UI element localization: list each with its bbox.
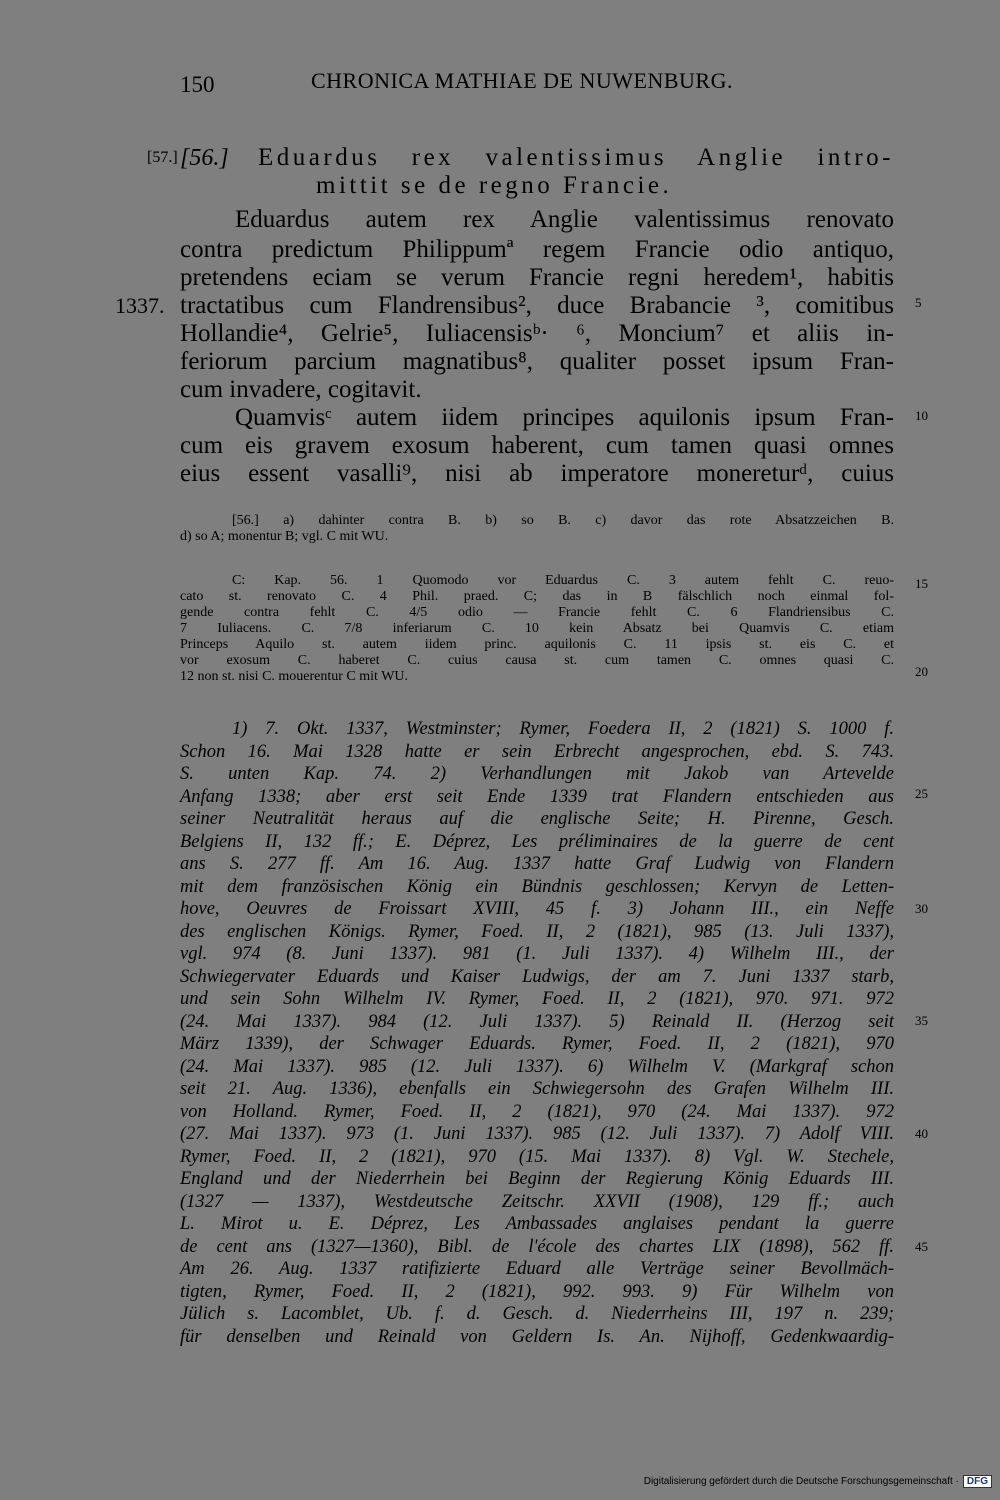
apparatus-c-line: C: Kap. 56. 1 Quomodo vor Eduardus C. 3 autem fehlt C. reuo- <box>232 573 894 588</box>
footnote-line: für denselben und Reinald von Geldern Is. An. Nijhoff, Gedenkwaardig- <box>180 1327 894 1347</box>
apparatus-c-line: 12 non st. nisi C. mouerentur C mit WU. <box>180 669 409 684</box>
footnote-line: tigten, Rymer, Foed. II, 2 (1821), 992. 993. 9) Für Wilhelm von <box>180 1282 894 1302</box>
footnote-line: de cent ans (1327—1360), Bibl. de l'école des chartes LIX (1898), 562 ff. <box>180 1237 894 1257</box>
line-number: 40 <box>915 1126 928 1141</box>
main-text-line: Hollandie⁴, Gelrie⁵, Iuliacensisᵇ· ⁶, Moncium⁷ et aliis in- <box>180 320 894 347</box>
main-text-line: eius essent vasalli⁹, nisi ab imperatore monereturᵈ, cuius <box>180 460 894 487</box>
line-number: 30 <box>915 901 928 916</box>
margin-chapter-ref: [57.] <box>147 149 178 166</box>
apparatus-c-line: Princeps Aquilo st. autem iidem princ. aquilonis C. 11 ipsis st. eis C. et <box>180 637 894 652</box>
footnote-line: Anfang 1338; aber erst seit Ende 1339 trat Flandern entschieden aus <box>180 787 894 807</box>
footnote-line: Rymer, Foed. II, 2 (1821), 970 (15. Mai 1337). 8) Vgl. W. Stechele, <box>180 1147 894 1167</box>
apparatus-line: d) so A; monentur B; vgl. C mit WU. <box>180 529 389 544</box>
footnote-line: S. unten Kap. 74. 2) Verhandlungen mit Jakob van Artevelde <box>180 764 894 784</box>
main-text-line: Eduardus autem rex Anglie valentissimus renovato <box>235 206 894 233</box>
main-text-line: pretendens eciam se verum Francie regni heredem¹, habitis <box>180 264 894 291</box>
main-text-line: cum eis gravem exosum haberent, cum tamen quasi omnes <box>180 432 894 459</box>
page-number: 150 <box>180 72 215 97</box>
footnote-line: und sein Sohn Wilhelm IV. Rymer, Foed. II, 2 (1821), 970. 971. 972 <box>180 989 894 1009</box>
line-number: 5 <box>915 295 922 310</box>
footnote-line: Belgiens II, 132 ff.; E. Déprez, Les préliminaires de la guerre de cent <box>180 832 894 852</box>
main-text-line: contra predictum Philippumª regem Francie odio antiquo, <box>180 236 894 263</box>
footnote-line: (1327 — 1337), Westdeutsche Zeitschr. XXVII (1908), 129 ff.; auch <box>180 1192 894 1212</box>
running-title: CHRONICA MATHIAE DE NUWENBURG. <box>311 68 733 93</box>
footnote-line: ans S. 277 ff. Am 16. Aug. 1337 hatte Graf Ludwig von Flandern <box>180 854 894 874</box>
apparatus-c-line: cato st. renovato C. 4 Phil. praed. C; das in B fälschlich noch einmal fol- <box>180 589 894 604</box>
main-text-line: tractatibus cum Flandrensibus², duce Brabancie ³, comitibus <box>180 292 894 319</box>
footnote-line: des englischen Königs. Rymer, Foed. II, 2 (1821), 985 (13. Juli 1337), <box>180 922 894 942</box>
footnote-line: (24. Mai 1337). 985 (12. Juli 1337). 6) Wilhelm V. (Markgraf schon <box>180 1057 894 1077</box>
line-number: 10 <box>915 408 928 423</box>
footnote-line: vgl. 974 (8. Juni 1337). 981 (1. Juli 1337). 4) Wilhelm III., der <box>180 944 894 964</box>
footnote-line: L. Mirot u. E. Déprez, Les Ambassades anglaises pendant la guerre <box>180 1214 894 1234</box>
footer-text: Digitalisierung gefördert durch die Deutsche Forschungsgemeinschaft · <box>643 1476 959 1487</box>
apparatus-line: [56.] a) dahinter contra B. b) so B. c) davor das rote Absatzzeichen B. <box>232 513 894 528</box>
main-text-line: cum invadere, cogitavit. <box>180 376 422 403</box>
main-text-line: feriorum parcium magnatibus⁸, qualiter posset ipsum Fran- <box>180 348 894 375</box>
chapter-title-line-1: Eduardus rex valentissimus Anglie intro- <box>258 144 894 171</box>
footnote-line: Jülich s. Lacomblet, Ub. f. d. Gesch. d. Niederrheins III, 197 n. 239; <box>180 1304 894 1324</box>
footnote-line: (27. Mai 1337). 973 (1. Juni 1337). 985 (12. Juli 1337). 7) Adolf VIII. <box>180 1124 894 1144</box>
line-number: 45 <box>915 1239 928 1254</box>
line-number: 15 <box>915 576 928 591</box>
apparatus-c-line: vor exosum C. haberet C. cuius causa st. cum tamen C. omnes quasi C. <box>180 653 894 668</box>
line-number: 35 <box>915 1013 928 1028</box>
chapter-title-line-2: mittit se de regno Francie. <box>316 172 673 199</box>
line-number: 20 <box>915 664 928 679</box>
main-text-line: Quamvisᶜ autem iidem principes aquilonis ipsum Fran- <box>235 404 894 431</box>
footnote-line: Schwiegervater Eduards und Kaiser Ludwigs, der am 7. Juni 1337 starb, <box>180 967 894 987</box>
digitization-footer <box>644 1475 992 1488</box>
footnote-line: hove, Oeuvres de Froissart XVIII, 45 f. 3) Johann III., ein Neffe <box>180 899 894 919</box>
footnote-line: seit 21. Aug. 1336), ebenfalls ein Schwiegersohn des Grafen Wilhelm III. <box>180 1079 894 1099</box>
footnote-line: mit dem französischen König ein Bündnis geschlossen; Kervyn de Letten- <box>180 877 894 897</box>
footnote-line: seiner Neutralität heraus auf die englische Seite; H. Pirenne, Gesch. <box>180 809 894 829</box>
apparatus-c-line: 7 Iuliacens. C. 7/8 inferiarum C. 10 kein Absatz bei Quamvis C. etiam <box>180 621 894 636</box>
footnote-line: März 1339), der Schwager Eduards. Rymer, Foed. II, 2 (1821), 970 <box>180 1034 894 1054</box>
footnote-line: von Holland. Rymer, Foed. II, 2 (1821), 970 (24. Mai 1337). 972 <box>180 1102 894 1122</box>
chapter-number: [56.] <box>180 145 229 171</box>
dfg-logo-icon: DFG <box>963 1475 992 1488</box>
footnote-line: Am 26. Aug. 1337 ratifizierte Eduard alle Verträge seiner Bevollmäch- <box>180 1259 894 1279</box>
apparatus-c-line: gende contra fehlt C. 4/5 odio — Francie fehlt C. 6 Flandriensibus C. <box>180 605 894 620</box>
footnote-line: 1) 7. Okt. 1337, Westminster; Rymer, Foedera II, 2 (1821) S. 1000 f. <box>232 719 894 739</box>
footnote-line: Schon 16. Mai 1328 hatte er sein Erbrecht angesprochen, ebd. S. 743. <box>180 742 894 762</box>
footnote-line: (24. Mai 1337). 984 (12. Juli 1337). 5) Reinald II. (Herzog seit <box>180 1012 894 1032</box>
line-number: 25 <box>915 786 928 801</box>
footnote-line: England und der Niederrhein bei Beginn der Regierung König Eduards III. <box>180 1169 894 1189</box>
margin-year: 1337. <box>115 293 165 318</box>
